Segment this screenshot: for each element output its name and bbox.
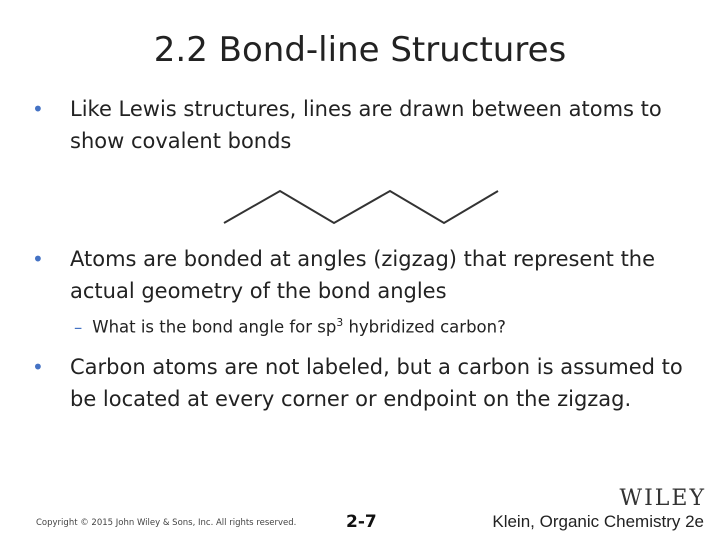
zigzag-chain-diagram xyxy=(222,186,502,226)
wiley-logo: WILEY xyxy=(619,486,706,511)
sub-bullet-prefix: What is the bond angle for sp xyxy=(92,317,337,337)
bullet-item-2 xyxy=(32,244,692,307)
bullet-text-1: Like Lewis structures, lines are drawn between atoms to show covalent bonds xyxy=(70,97,662,153)
sub-bullet-item xyxy=(74,316,674,337)
bullet-item-3 xyxy=(32,352,692,415)
bullet-dot-icon: • xyxy=(32,247,44,271)
dash-icon: – xyxy=(74,317,83,337)
page-number: 2-7 xyxy=(346,512,377,532)
bullet-dot-icon: • xyxy=(32,355,44,379)
sub-bullet-suffix: hybridized carbon? xyxy=(343,317,506,337)
book-credit: Klein, Organic Chemistry 2e xyxy=(492,512,704,531)
bullet-text-2: Atoms are bonded at angles (zigzag) that represent the actual geometry of the bond angles xyxy=(70,247,656,303)
bullet-dot-icon: • xyxy=(32,97,44,121)
copyright-text: Copyright © 2015 John Wiley & Sons, Inc. All rights reserved. xyxy=(36,518,297,528)
bullet-item-1 xyxy=(32,94,692,157)
slide-title: 2.2 Bond-line Structures xyxy=(153,30,567,70)
bullet-text-3: Carbon atoms are not labeled, but a carbon is assumed to be located at every corner or endpoint on the zigzag. xyxy=(70,355,683,411)
sub-bullet-superscript: 3 xyxy=(336,316,344,329)
zigzag-bond-line xyxy=(224,191,498,223)
